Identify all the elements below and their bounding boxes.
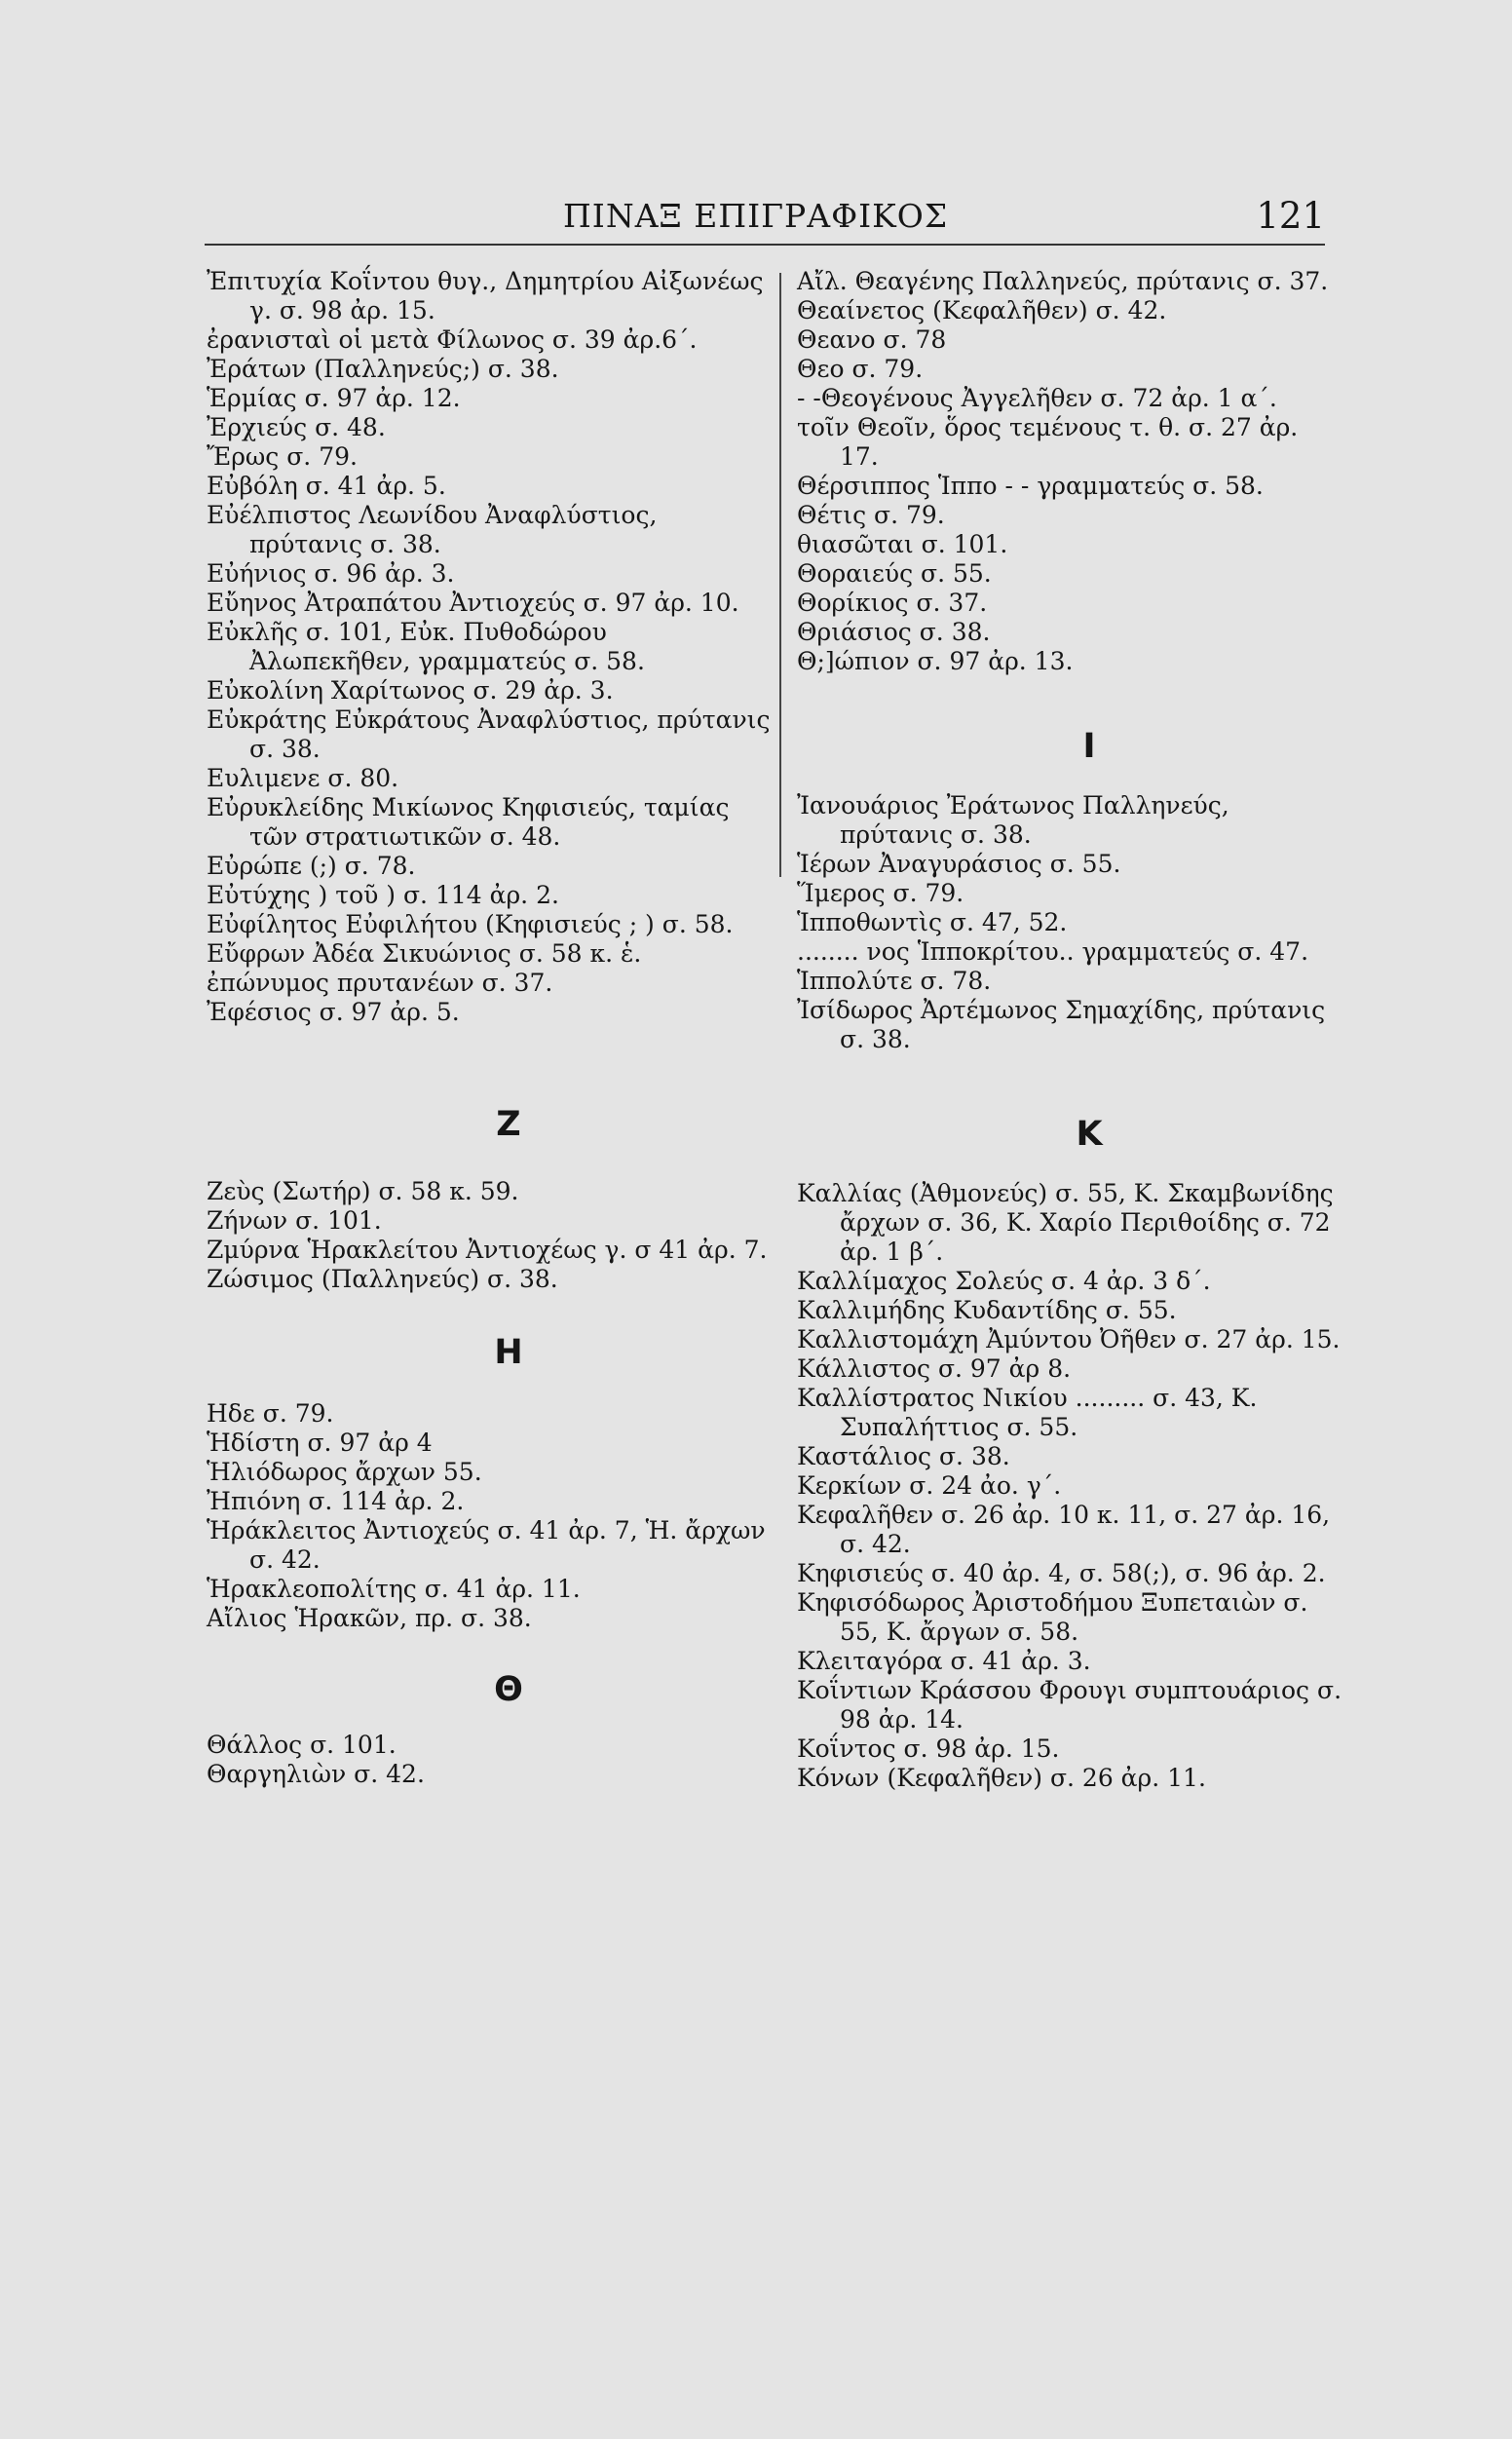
index-entry: Θέρσιππος Ἱππο - - γραμματεύς σ. 58. xyxy=(797,472,1264,500)
index-entry: Εὐήνιος σ. 96 ἀρ. 3. xyxy=(207,559,455,588)
index-entry: ἐρανισταὶ οἱ μετὰ Φίλωνος σ. 39 ἀρ.6΄. xyxy=(207,325,698,354)
index-entry: Ἠπιόνη σ. 114 ἀρ. 2. xyxy=(207,1487,465,1515)
index-entry: Εὐκολίνη Χαρίτωνος σ. 29 ἀρ. 3. xyxy=(207,676,614,705)
index-entry: Θέτις σ. 79. xyxy=(797,501,945,529)
index-entry: Ἐρχιεύς σ. 48. xyxy=(207,413,386,441)
index-entry: Θαργηλιὼν σ. 42. xyxy=(207,1760,425,1788)
index-entry: Εὐρυκλείδης Μικίωνος Κηφισιεύς, ταμίας τῶν στρατιωτικῶν σ. 48. xyxy=(207,793,730,851)
entries-theta xyxy=(207,1731,772,1789)
running-head xyxy=(195,193,1325,240)
index-entry: ἐπώνυμος πρυτανέων σ. 37. xyxy=(207,969,553,997)
index-entry: Εὐτύχης ) τοῦ ) σ. 114 ἀρ. 2. xyxy=(207,881,559,909)
index-entry: Αἴλ. Θεαγένης Παλληνεύς, πρύτανις σ. 37. xyxy=(797,267,1329,295)
entries-theta-continued xyxy=(797,267,1342,676)
index-entry: Κεφαλῆθεν σ. 26 ἀρ. 10 κ. 11, σ. 27 ἀρ. 16, σ. 42. xyxy=(797,1501,1331,1558)
header-rule xyxy=(205,244,1325,246)
index-entry: Κάλλιστος σ. 97 ἀρ 8. xyxy=(797,1354,1072,1383)
index-entry: Ἡδίστη σ. 97 ἀρ 4 xyxy=(207,1429,433,1457)
index-entry: Ἰανουάριος Ἐράτωνος Παλληνεύς, πρύτανις σ. 38. xyxy=(797,791,1229,849)
index-entry: Ευλιμενε σ. 80. xyxy=(207,764,399,792)
index-entry: Αἴλιος Ἡρακῶν, πρ. σ. 38. xyxy=(207,1604,532,1632)
index-entry: Καλλιμήδης Κυδαντίδης σ. 55. xyxy=(797,1296,1177,1324)
index-entry: Κλειταγόρα σ. 41 ἀρ. 3. xyxy=(797,1647,1091,1675)
index-entry: Ἱπποθωντὶς σ. 47, 52. xyxy=(797,908,1068,936)
entries-iota xyxy=(797,791,1342,1054)
index-entry: Θ;]ώπιον σ. 97 ἀρ. 13. xyxy=(797,647,1074,675)
index-entry: Εὐβόλη σ. 41 ἀρ. 5. xyxy=(207,472,446,500)
index-entry: τοῖν Θεοῖν, ὅρος τεμένους τ. θ. σ. 27 ἀρ. 17. xyxy=(797,413,1299,471)
entries-kappa xyxy=(797,1179,1342,1793)
index-entry: Καστάλιος σ. 38. xyxy=(797,1442,1010,1470)
index-entry: Θεο σ. 79. xyxy=(797,355,924,383)
index-entry: Ἐπιτυχία Κοΐντου θυγ., Δημητρίου Αἰξωνέως γ. σ. 98 ἀρ. 15. xyxy=(207,267,764,324)
index-entry: Ἡράκλειτος Ἀντιοχεύς σ. 41 ἀρ. 7, Ἡ. ἄρχων σ. 42. xyxy=(207,1516,766,1574)
index-entry: Ἡλιόδωρος ἄρχων 55. xyxy=(207,1458,482,1486)
index-entry: Ἑρμίας σ. 97 ἀρ. 12. xyxy=(207,384,461,412)
index-entry: Θάλλος σ. 101. xyxy=(207,1731,397,1759)
index-entry: Θεανο σ. 78 xyxy=(797,325,947,354)
section-letter-kappa: K xyxy=(1076,1115,1103,1154)
entries-zeta xyxy=(207,1177,772,1294)
index-entry: Καλλίστρατος Νικίου ......... σ. 43, Κ. Συπαλήττιος σ. 55. xyxy=(797,1384,1258,1441)
index-entry: Εὐέλπιστος Λεωνίδου Ἀναφλύστιος, πρύτανις σ. 38. xyxy=(207,501,658,558)
index-entry: Κηφισόδωρος Ἀριστοδήμου Ξυπεταιὼν σ. 55, Κ. ἄργων σ. 58. xyxy=(797,1588,1308,1646)
index-entry: Θεαίνετος (Κεφαλῆθεν) σ. 42. xyxy=(797,296,1167,324)
entries-epsilon xyxy=(207,267,772,1027)
index-entry: θιασῶται σ. 101. xyxy=(797,530,1008,558)
index-entry: Ἡρακλεοπολίτης σ. 41 ἀρ. 11. xyxy=(207,1575,581,1603)
index-entry: Κοΐντος σ. 98 ἀρ. 15. xyxy=(797,1734,1060,1763)
index-entry: Εὐκλῆς σ. 101, Εὐκ. Πυθοδώρου Ἀλωπεκῆθεν, γραμματεύς σ. 58. xyxy=(207,618,645,675)
section-letter-eta: H xyxy=(494,1333,523,1372)
index-entry: Θοραιεύς σ. 55. xyxy=(797,559,992,588)
left-column xyxy=(207,267,772,1789)
index-entry: Καλλίας (Ἀθμονεύς) σ. 55, Κ. Σκαμβωνίδης ἄρχων σ. 36, Κ. Χαρίο Περιθοίδης σ. 72 ἀρ. 1 β΄. xyxy=(797,1179,1334,1266)
index-entry: Ζήνων σ. 101. xyxy=(207,1206,382,1235)
index-entry: Ἔρως σ. 79. xyxy=(207,442,358,471)
index-entry: Ἐφέσιος σ. 97 ἀρ. 5. xyxy=(207,998,460,1026)
index-entry: Εὐκράτης Εὐκράτους Ἀναφλύστιος, πρύτανις σ. 38. xyxy=(207,705,771,763)
index-entry: Ἐράτων (Παλληνεύς;) σ. 38. xyxy=(207,355,559,383)
page-title: ΠΙΝΑΞ ΕΠΙΓΡΑΦΙΚΟΣ xyxy=(563,197,949,235)
index-entry: - -Θεογένους Ἀγγελῆθεν σ. 72 ἀρ. 1 α΄. xyxy=(797,384,1277,412)
index-entry: Θορίκιος σ. 37. xyxy=(797,589,988,617)
index-entry: Ἰσίδωρος Ἀρτέμωνος Σημαχίδης, πρύτανις σ. 38. xyxy=(797,996,1326,1053)
index-entry: Κηφισιεύς σ. 40 ἀρ. 4, σ. 58(;), σ. 96 ἀρ. 2. xyxy=(797,1559,1326,1587)
index-entry: Κοΐντιων Κράσσου Φρουγι συμπτουάριος σ. 98 ἀρ. 14. xyxy=(797,1676,1342,1734)
index-entry: Ζεὺς (Σωτήρ) σ. 58 κ. 59. xyxy=(207,1177,519,1205)
section-letter-z: Z xyxy=(496,1105,521,1144)
index-entry: Κερκίων σ. 24 ἀο. γ΄. xyxy=(797,1471,1062,1500)
entries-eta xyxy=(207,1399,772,1633)
index-entry: Εὐφίλητος Εὐφιλήτου (Κηφισιεύς ; ) σ. 58. xyxy=(207,910,734,938)
section-letter-theta: Θ xyxy=(494,1670,523,1709)
index-entry: Ζώσιμος (Παλληνεύς) σ. 38. xyxy=(207,1265,558,1293)
index-entry: Εὔφρων Ἀδέα Σικυώνιος σ. 58 κ. ἑ. xyxy=(207,939,642,968)
index-entry: Ἱέρων Ἀναγυράσιος σ. 55. xyxy=(797,850,1121,878)
index-entry: Εὐρώπε (;) σ. 78. xyxy=(207,852,416,880)
section-letter-iota: I xyxy=(1082,727,1096,766)
index-entry: Εὔηνος Ἀτραπάτου Ἀντιοχεύς σ. 97 ἀρ. 10. xyxy=(207,589,739,617)
index-entry: Ζμύρνα Ἡρακλείτου Ἀντιοχέως γ. σ 41 ἀρ. 7. xyxy=(207,1236,768,1264)
index-entry: Ἵμερος σ. 79. xyxy=(797,879,964,907)
column-divider xyxy=(779,273,781,877)
index-entry: Καλλιστομάχη Ἀμύντου Ὀῆθεν σ. 27 ἀρ. 15. xyxy=(797,1325,1341,1353)
page-number: 121 xyxy=(1256,195,1325,237)
index-entry: Κόνων (Κεφαλῆθεν) σ. 26 ἀρ. 11. xyxy=(797,1764,1206,1792)
index-entry: Θριάσιος σ. 38. xyxy=(797,618,991,646)
index-entry: Ἱππολύτε σ. 78. xyxy=(797,967,992,995)
index-entry: Ηδε σ. 79. xyxy=(207,1399,334,1428)
right-column xyxy=(797,267,1342,1793)
index-entry: ........ νος Ἱπποκρίτου.. γραμματεύς σ. 47. xyxy=(797,937,1309,966)
index-entry: Καλλίμαχος Σολεύς σ. 4 ἀρ. 3 δ΄. xyxy=(797,1267,1211,1295)
